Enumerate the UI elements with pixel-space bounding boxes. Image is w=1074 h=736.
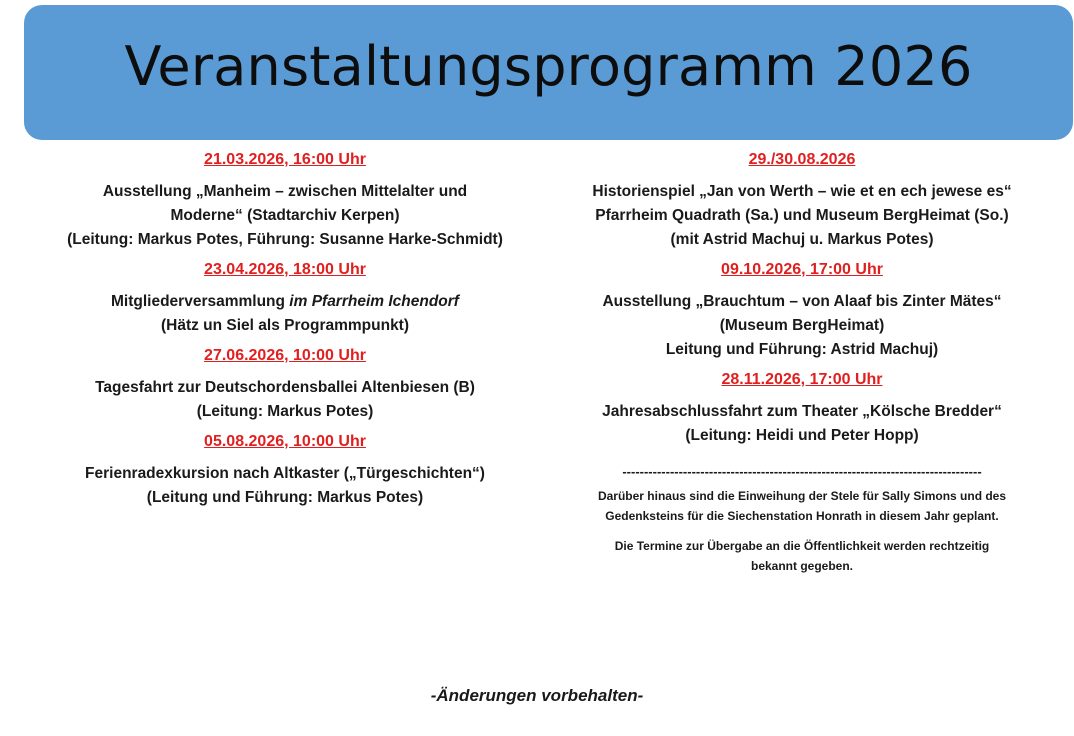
right-column xyxy=(542,150,1062,586)
note-line: Darüber hinaus sind die Einweihung der Stele für Sally Simons und des xyxy=(597,489,1007,503)
event-item xyxy=(20,150,550,252)
event-line: Ausstellung „Brauchtum – von Alaaf bis Zinter Mätes“ xyxy=(602,293,1002,310)
event-date: 21.03.2026, 16:00 Uhr xyxy=(204,151,366,168)
event-item xyxy=(542,370,1062,448)
event-item xyxy=(20,432,550,510)
divider-line: ----------------------------------------------------------------------------------- xyxy=(622,464,982,479)
event-date: 28.11.2026, 17:00 Uhr xyxy=(721,371,883,388)
event-line: Ferienradexkursion nach Altkaster („Türgeschichten“) xyxy=(85,465,485,482)
event-line: Ausstellung „Manheim – zwischen Mittelalter und xyxy=(102,183,468,200)
page-title: Veranstaltungsprogramm 2026 xyxy=(124,35,973,98)
event-line: Tagesfahrt zur Deutschordensballei Altenbiesen (B) xyxy=(95,379,475,396)
event-item xyxy=(542,260,1062,362)
event-item xyxy=(20,346,550,424)
event-date: 23.04.2026, 18:00 Uhr xyxy=(204,261,366,278)
event-item xyxy=(542,150,1062,252)
event-description xyxy=(20,462,550,510)
event-line: Historienspiel „Jan von Werth – wie et en ech jewese es“ xyxy=(592,183,1012,200)
event-line: (Leitung und Führung: Markus Potes) xyxy=(146,489,424,506)
event-line: (Leitung: Markus Potes, Führung: Susanne Harke-Schmidt) xyxy=(67,231,503,248)
event-description xyxy=(20,376,550,424)
event-line: (Museum BergHeimat) xyxy=(719,317,885,334)
event-description xyxy=(542,400,1062,448)
event-text: Mitgliederversammlung xyxy=(111,293,290,310)
event-line: Moderne“ (Stadtarchiv Kerpen) xyxy=(170,207,400,224)
event-line: (mit Astrid Machuj u. Markus Potes) xyxy=(670,231,934,248)
note-paragraph xyxy=(542,536,1062,576)
event-description xyxy=(542,180,1062,252)
event-date: 27.06.2026, 10:00 Uhr xyxy=(204,347,366,364)
event-description xyxy=(20,290,550,338)
event-date: 29./30.08.2026 xyxy=(748,151,856,168)
event-item xyxy=(20,260,550,338)
event-date: 09.10.2026, 17:00 Uhr xyxy=(721,261,883,278)
note-line: Die Termine zur Übergabe an die Öffentlichkeit werden rechtzeitig xyxy=(614,539,990,553)
event-line: (Hätz un Siel als Programmpunkt) xyxy=(160,317,410,334)
note-paragraph xyxy=(542,486,1062,526)
event-line: Jahresabschlussfahrt zum Theater „Kölsche Bredder“ xyxy=(602,403,1002,420)
event-description xyxy=(20,180,550,252)
footer-note: -Änderungen vorbehalten- xyxy=(430,686,644,705)
event-line xyxy=(20,290,550,314)
event-line: Pfarrheim Quadrath (Sa.) und Museum BergHeimat (So.) xyxy=(595,207,1009,224)
note-line: bekannt gegeben. xyxy=(750,559,854,573)
event-line: Leitung und Führung: Astrid Machuj) xyxy=(665,341,939,358)
event-line: (Leitung: Heidi und Peter Hopp) xyxy=(685,427,919,444)
event-line: (Leitung: Markus Potes) xyxy=(196,403,374,420)
event-description xyxy=(542,290,1062,362)
event-date: 05.08.2026, 10:00 Uhr xyxy=(204,433,366,450)
note-line: Gedenksteins für die Siechenstation Honrath in diesem Jahr geplant. xyxy=(605,509,999,523)
title-banner xyxy=(24,5,1073,140)
left-column xyxy=(20,150,550,518)
event-location: im Pfarrheim Ichendorf xyxy=(289,293,459,310)
